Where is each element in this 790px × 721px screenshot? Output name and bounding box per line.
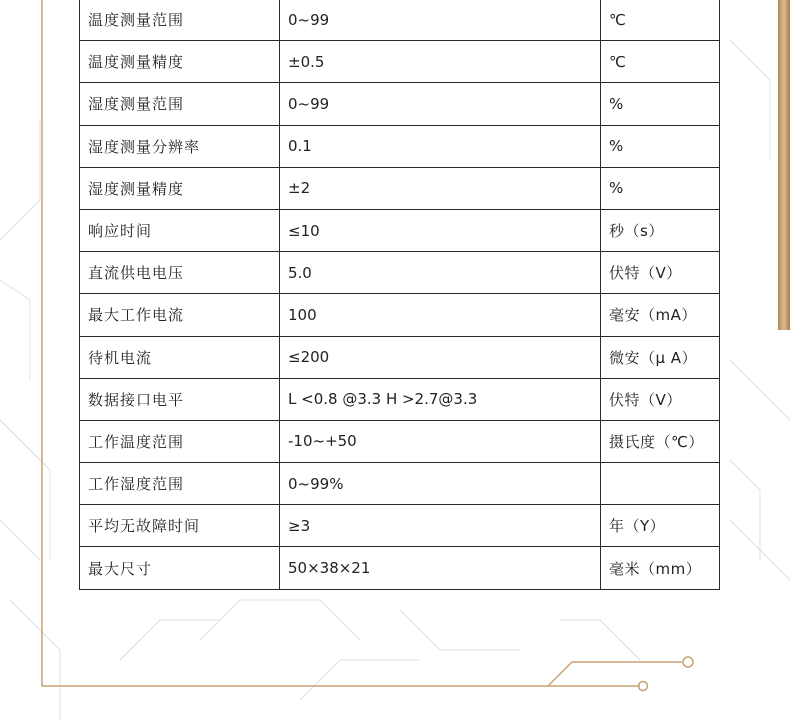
unit-cell: % (601, 167, 720, 209)
value-cell: ≥3 (280, 505, 601, 547)
value-cell: 0~99 (280, 83, 601, 125)
table-row (80, 252, 720, 294)
param-cell: 温度测量精度 (80, 41, 280, 83)
unit-cell: 伏特（V） (601, 378, 720, 420)
table-row (80, 0, 720, 41)
unit-cell: 伏特（V） (601, 252, 720, 294)
value-cell: 50×38×21 (280, 547, 601, 589)
param-cell: 湿度测量分辨率 (80, 125, 280, 167)
table-row (80, 463, 720, 505)
value-cell: -10~+50 (280, 420, 601, 462)
param-cell: 最大工作电流 (80, 294, 280, 336)
param-cell: 工作湿度范围 (80, 463, 280, 505)
unit-cell: ℃ (601, 41, 720, 83)
value-cell: 0.1 (280, 125, 601, 167)
table-row (80, 125, 720, 167)
spec-table (79, 0, 720, 590)
table-row (80, 336, 720, 378)
table-row (80, 167, 720, 209)
param-cell: 工作温度范围 (80, 420, 280, 462)
unit-cell: % (601, 125, 720, 167)
param-cell: 湿度测量精度 (80, 167, 280, 209)
value-cell: ≤10 (280, 209, 601, 251)
unit-cell (601, 463, 720, 505)
param-cell: 响应时间 (80, 209, 280, 251)
unit-cell: 摄氏度（℃） (601, 420, 720, 462)
unit-cell: % (601, 83, 720, 125)
param-cell: 平均无故障时间 (80, 505, 280, 547)
unit-cell: 年（Y） (601, 505, 720, 547)
value-cell: 0~99% (280, 463, 601, 505)
value-cell: ±2 (280, 167, 601, 209)
unit-cell: 秒（s） (601, 209, 720, 251)
unit-cell: ℃ (601, 0, 720, 41)
table-row (80, 378, 720, 420)
value-cell: 0~99 (280, 0, 601, 41)
table-row (80, 547, 720, 589)
table-row (80, 294, 720, 336)
table-row (80, 420, 720, 462)
value-cell: L <0.8 @3.3 H >2.7@3.3 (280, 378, 601, 420)
unit-cell: 毫米（mm） (601, 547, 720, 589)
table-row (80, 41, 720, 83)
param-cell: 数据接口电平 (80, 378, 280, 420)
param-cell: 直流供电电压 (80, 252, 280, 294)
value-cell: 100 (280, 294, 601, 336)
param-cell: 待机电流 (80, 336, 280, 378)
table-row (80, 83, 720, 125)
unit-cell: 毫安（mA） (601, 294, 720, 336)
param-cell: 温度测量范围 (80, 0, 280, 41)
unit-cell: 微安（μ A） (601, 336, 720, 378)
param-cell: 最大尺寸 (80, 547, 280, 589)
gold-accent-bar (778, 0, 790, 330)
value-cell: ±0.5 (280, 41, 601, 83)
param-cell: 湿度测量范围 (80, 83, 280, 125)
value-cell: ≤200 (280, 336, 601, 378)
value-cell: 5.0 (280, 252, 601, 294)
table-row (80, 209, 720, 251)
table-row (80, 505, 720, 547)
